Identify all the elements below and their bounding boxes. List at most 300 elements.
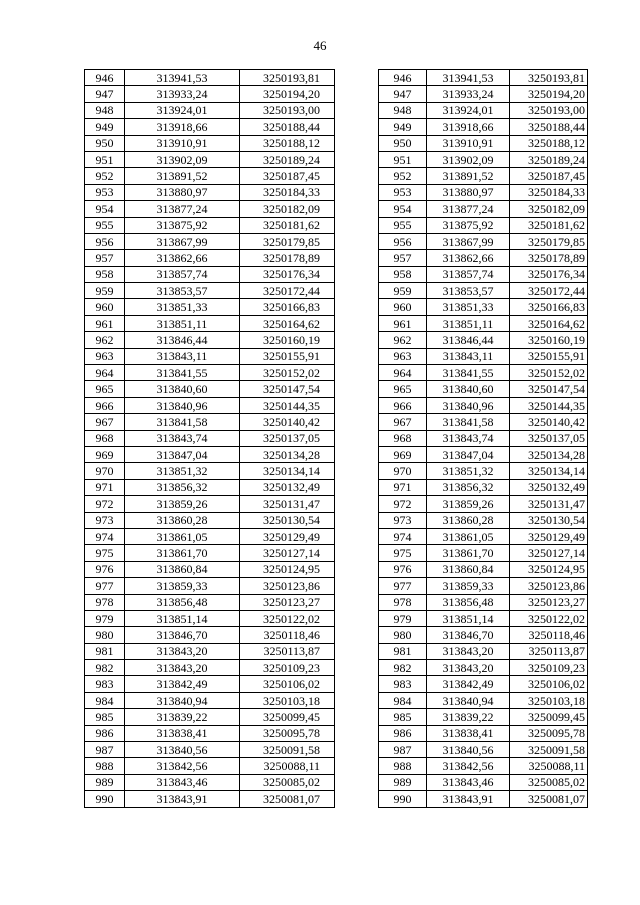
point-number: 990 — [379, 791, 427, 807]
point-number: 956 — [379, 233, 427, 249]
y-coordinate: 3250194,20 — [510, 86, 588, 102]
y-coordinate: 3250181,62 — [240, 217, 335, 233]
table-row — [379, 365, 588, 381]
point-number: 988 — [85, 758, 125, 774]
x-coordinate: 313846,44 — [427, 332, 510, 348]
y-coordinate: 3250134,14 — [240, 463, 335, 479]
point-number: 958 — [85, 266, 125, 282]
point-number: 972 — [85, 496, 125, 512]
y-coordinate: 3250091,58 — [240, 742, 335, 758]
table-row — [379, 496, 588, 512]
x-coordinate: 313843,74 — [427, 430, 510, 446]
x-coordinate: 313851,33 — [427, 299, 510, 315]
table-row — [379, 168, 588, 184]
x-coordinate: 313880,97 — [427, 184, 510, 200]
x-coordinate: 313851,11 — [427, 315, 510, 331]
x-coordinate: 313840,96 — [125, 397, 240, 413]
x-coordinate: 313843,46 — [125, 774, 240, 790]
coordinates-table-right — [378, 69, 588, 808]
y-coordinate: 3250144,35 — [510, 397, 588, 413]
point-number: 948 — [85, 102, 125, 118]
x-coordinate: 313841,55 — [125, 365, 240, 381]
point-number: 963 — [379, 348, 427, 364]
x-coordinate: 313843,20 — [125, 660, 240, 676]
point-number: 948 — [379, 102, 427, 118]
table-row — [85, 610, 335, 626]
y-coordinate: 3250118,46 — [510, 627, 588, 643]
table-row — [85, 512, 335, 528]
table-row — [379, 643, 588, 659]
x-coordinate: 313877,24 — [427, 201, 510, 217]
page-number: 46 — [313, 38, 327, 53]
y-coordinate: 3250129,49 — [240, 528, 335, 544]
table-row — [85, 545, 335, 561]
y-coordinate: 3250085,02 — [510, 774, 588, 790]
table-row — [85, 446, 335, 462]
x-coordinate: 313910,91 — [427, 135, 510, 151]
table-row — [85, 217, 335, 233]
x-coordinate: 313861,70 — [427, 545, 510, 561]
y-coordinate: 3250130,54 — [240, 512, 335, 528]
y-coordinate: 3250129,49 — [510, 528, 588, 544]
point-number: 973 — [85, 512, 125, 528]
x-coordinate: 313857,74 — [125, 266, 240, 282]
point-number: 954 — [379, 201, 427, 217]
y-coordinate: 3250188,12 — [240, 135, 335, 151]
table-row — [85, 86, 335, 102]
point-number: 952 — [85, 168, 125, 184]
y-coordinate: 3250176,34 — [240, 266, 335, 282]
x-coordinate: 313859,26 — [427, 496, 510, 512]
point-number: 959 — [379, 283, 427, 299]
y-coordinate: 3250147,54 — [240, 381, 335, 397]
point-number: 979 — [85, 610, 125, 626]
point-number: 953 — [379, 184, 427, 200]
table-row — [85, 332, 335, 348]
y-coordinate: 3250164,62 — [510, 315, 588, 331]
table-row — [85, 709, 335, 725]
y-coordinate: 3250178,89 — [510, 250, 588, 266]
x-coordinate: 313841,55 — [427, 365, 510, 381]
y-coordinate: 3250184,33 — [510, 184, 588, 200]
point-number: 950 — [85, 135, 125, 151]
x-coordinate: 313867,99 — [427, 233, 510, 249]
table-row — [85, 676, 335, 692]
point-number: 972 — [379, 496, 427, 512]
y-coordinate: 3250122,02 — [240, 610, 335, 626]
y-coordinate: 3250166,83 — [510, 299, 588, 315]
y-coordinate: 3250095,78 — [510, 725, 588, 741]
x-coordinate: 313910,91 — [125, 135, 240, 151]
table-row — [379, 528, 588, 544]
x-coordinate: 313859,33 — [125, 578, 240, 594]
x-coordinate: 313851,32 — [427, 463, 510, 479]
point-number: 976 — [85, 561, 125, 577]
table-row — [379, 332, 588, 348]
point-number: 986 — [379, 725, 427, 741]
table-row — [379, 217, 588, 233]
point-number: 954 — [85, 201, 125, 217]
y-coordinate: 3250091,58 — [510, 742, 588, 758]
y-coordinate: 3250155,91 — [510, 348, 588, 364]
x-coordinate: 313853,57 — [427, 283, 510, 299]
point-number: 965 — [379, 381, 427, 397]
point-number: 952 — [379, 168, 427, 184]
table-row — [379, 201, 588, 217]
x-coordinate: 313860,84 — [427, 561, 510, 577]
table-row — [85, 151, 335, 167]
point-number: 984 — [379, 692, 427, 708]
point-number: 957 — [85, 250, 125, 266]
point-number: 959 — [85, 283, 125, 299]
table-row — [379, 381, 588, 397]
x-coordinate: 313941,53 — [125, 70, 240, 86]
x-coordinate: 313843,20 — [427, 643, 510, 659]
table-row — [379, 151, 588, 167]
x-coordinate: 313840,94 — [427, 692, 510, 708]
y-coordinate: 3250184,33 — [240, 184, 335, 200]
x-coordinate: 313933,24 — [125, 86, 240, 102]
table-row — [85, 299, 335, 315]
y-coordinate: 3250160,19 — [240, 332, 335, 348]
table-row — [379, 463, 588, 479]
point-number: 966 — [379, 397, 427, 413]
y-coordinate: 3250109,23 — [510, 660, 588, 676]
table-row — [379, 135, 588, 151]
table-row — [379, 299, 588, 315]
y-coordinate: 3250182,09 — [510, 201, 588, 217]
y-coordinate: 3250166,83 — [240, 299, 335, 315]
table-row — [85, 348, 335, 364]
y-coordinate: 3250088,11 — [510, 758, 588, 774]
y-coordinate: 3250109,23 — [240, 660, 335, 676]
table-row — [85, 135, 335, 151]
y-coordinate: 3250147,54 — [510, 381, 588, 397]
table-row — [379, 725, 588, 741]
x-coordinate: 313843,46 — [427, 774, 510, 790]
x-coordinate: 313846,70 — [125, 627, 240, 643]
table-row — [85, 528, 335, 544]
y-coordinate: 3250164,62 — [240, 315, 335, 331]
table-row — [85, 660, 335, 676]
x-coordinate: 313840,60 — [427, 381, 510, 397]
point-number: 961 — [379, 315, 427, 331]
point-number: 980 — [85, 627, 125, 643]
table-row — [85, 397, 335, 413]
table-row — [85, 233, 335, 249]
x-coordinate: 313851,14 — [125, 610, 240, 626]
y-coordinate: 3250152,02 — [240, 365, 335, 381]
point-number: 982 — [379, 660, 427, 676]
y-coordinate: 3250106,02 — [510, 676, 588, 692]
y-coordinate: 3250123,27 — [510, 594, 588, 610]
y-coordinate: 3250178,89 — [240, 250, 335, 266]
y-coordinate: 3250172,44 — [240, 283, 335, 299]
x-coordinate: 313843,91 — [427, 791, 510, 807]
y-coordinate: 3250188,44 — [240, 119, 335, 135]
point-number: 967 — [85, 414, 125, 430]
point-number: 946 — [85, 70, 125, 86]
point-number: 946 — [379, 70, 427, 86]
table-row — [85, 168, 335, 184]
x-coordinate: 313891,52 — [427, 168, 510, 184]
table-row — [85, 283, 335, 299]
table-row — [379, 233, 588, 249]
table-row — [85, 742, 335, 758]
x-coordinate: 313862,66 — [125, 250, 240, 266]
point-number: 961 — [85, 315, 125, 331]
table-row — [379, 479, 588, 495]
table-row — [379, 692, 588, 708]
point-number: 985 — [379, 709, 427, 725]
y-coordinate: 3250118,46 — [240, 627, 335, 643]
table-row — [379, 578, 588, 594]
x-coordinate: 313839,22 — [427, 709, 510, 725]
y-coordinate: 3250134,28 — [510, 446, 588, 462]
point-number: 969 — [379, 446, 427, 462]
point-number: 974 — [379, 528, 427, 544]
point-number: 950 — [379, 135, 427, 151]
y-coordinate: 3250099,45 — [240, 709, 335, 725]
point-number: 970 — [379, 463, 427, 479]
x-coordinate: 313851,11 — [125, 315, 240, 331]
table-row — [85, 365, 335, 381]
point-number: 973 — [379, 512, 427, 528]
y-coordinate: 3250182,09 — [240, 201, 335, 217]
table-row — [85, 496, 335, 512]
point-number: 978 — [379, 594, 427, 610]
y-coordinate: 3250140,42 — [510, 414, 588, 430]
x-coordinate: 313924,01 — [125, 102, 240, 118]
point-number: 964 — [85, 365, 125, 381]
x-coordinate: 313867,99 — [125, 233, 240, 249]
y-coordinate: 3250132,49 — [240, 479, 335, 495]
x-coordinate: 313856,48 — [427, 594, 510, 610]
y-coordinate: 3250113,87 — [240, 643, 335, 659]
table-row — [85, 627, 335, 643]
x-coordinate: 313859,33 — [427, 578, 510, 594]
y-coordinate: 3250172,44 — [510, 283, 588, 299]
y-coordinate: 3250137,05 — [240, 430, 335, 446]
y-coordinate: 3250095,78 — [240, 725, 335, 741]
point-number: 987 — [85, 742, 125, 758]
point-number: 949 — [85, 119, 125, 135]
table-row — [85, 774, 335, 790]
point-number: 963 — [85, 348, 125, 364]
table-row — [379, 545, 588, 561]
x-coordinate: 313861,05 — [125, 528, 240, 544]
point-number: 956 — [85, 233, 125, 249]
table-row — [85, 561, 335, 577]
x-coordinate: 313860,28 — [427, 512, 510, 528]
point-number: 987 — [379, 742, 427, 758]
table-row — [85, 70, 335, 86]
table-row — [85, 758, 335, 774]
x-coordinate: 313857,74 — [427, 266, 510, 282]
y-coordinate: 3250193,00 — [510, 102, 588, 118]
x-coordinate: 313840,56 — [427, 742, 510, 758]
point-number: 990 — [85, 791, 125, 807]
x-coordinate: 313843,20 — [427, 660, 510, 676]
x-coordinate: 313860,84 — [125, 561, 240, 577]
point-number: 951 — [85, 151, 125, 167]
table-row — [379, 742, 588, 758]
table-row — [379, 594, 588, 610]
x-coordinate: 313862,66 — [427, 250, 510, 266]
point-number: 951 — [379, 151, 427, 167]
point-number: 955 — [85, 217, 125, 233]
table-row — [379, 627, 588, 643]
table-row — [379, 397, 588, 413]
table-row — [379, 266, 588, 282]
y-coordinate: 3250189,24 — [240, 151, 335, 167]
x-coordinate: 313880,97 — [125, 184, 240, 200]
x-coordinate: 313941,53 — [427, 70, 510, 86]
y-coordinate: 3250189,24 — [510, 151, 588, 167]
x-coordinate: 313853,57 — [125, 283, 240, 299]
point-number: 985 — [85, 709, 125, 725]
point-number: 969 — [85, 446, 125, 462]
y-coordinate: 3250124,95 — [240, 561, 335, 577]
table-row — [85, 201, 335, 217]
point-number: 975 — [85, 545, 125, 561]
x-coordinate: 313846,44 — [125, 332, 240, 348]
table-row — [379, 446, 588, 462]
y-coordinate: 3250194,20 — [240, 86, 335, 102]
point-number: 968 — [379, 430, 427, 446]
y-coordinate: 3250140,42 — [240, 414, 335, 430]
y-coordinate: 3250106,02 — [240, 676, 335, 692]
table-row — [379, 315, 588, 331]
point-number: 981 — [379, 643, 427, 659]
x-coordinate: 313840,56 — [125, 742, 240, 758]
x-coordinate: 313839,22 — [125, 709, 240, 725]
x-coordinate: 313856,32 — [427, 479, 510, 495]
y-coordinate: 3250144,35 — [240, 397, 335, 413]
point-number: 986 — [85, 725, 125, 741]
x-coordinate: 313856,48 — [125, 594, 240, 610]
y-coordinate: 3250103,18 — [510, 692, 588, 708]
table-row — [379, 86, 588, 102]
y-coordinate: 3250188,44 — [510, 119, 588, 135]
y-coordinate: 3250131,47 — [510, 496, 588, 512]
x-coordinate: 313843,91 — [125, 791, 240, 807]
point-number: 960 — [85, 299, 125, 315]
x-coordinate: 313918,66 — [427, 119, 510, 135]
y-coordinate: 3250127,14 — [240, 545, 335, 561]
y-coordinate: 3250103,18 — [240, 692, 335, 708]
y-coordinate: 3250130,54 — [510, 512, 588, 528]
table-row — [85, 430, 335, 446]
y-coordinate: 3250131,47 — [240, 496, 335, 512]
y-coordinate: 3250137,05 — [510, 430, 588, 446]
y-coordinate: 3250123,86 — [240, 578, 335, 594]
table-row — [379, 774, 588, 790]
table-row — [379, 430, 588, 446]
table-row — [85, 414, 335, 430]
point-number: 947 — [85, 86, 125, 102]
y-coordinate: 3250155,91 — [240, 348, 335, 364]
x-coordinate: 313918,66 — [125, 119, 240, 135]
y-coordinate: 3250193,00 — [240, 102, 335, 118]
point-number: 970 — [85, 463, 125, 479]
x-coordinate: 313859,26 — [125, 496, 240, 512]
y-coordinate: 3250113,87 — [510, 643, 588, 659]
point-number: 989 — [85, 774, 125, 790]
point-number: 971 — [379, 479, 427, 495]
table-row — [379, 660, 588, 676]
point-number: 962 — [379, 332, 427, 348]
point-number: 955 — [379, 217, 427, 233]
point-number: 981 — [85, 643, 125, 659]
point-number: 975 — [379, 545, 427, 561]
table-row — [379, 512, 588, 528]
table-row — [379, 184, 588, 200]
point-number: 953 — [85, 184, 125, 200]
table-row — [85, 479, 335, 495]
x-coordinate: 313847,04 — [125, 446, 240, 462]
table-row — [379, 250, 588, 266]
x-coordinate: 313851,32 — [125, 463, 240, 479]
point-number: 967 — [379, 414, 427, 430]
table-row — [379, 283, 588, 299]
x-coordinate: 313924,01 — [427, 102, 510, 118]
x-coordinate: 313842,56 — [125, 758, 240, 774]
table-row — [379, 70, 588, 86]
x-coordinate: 313842,49 — [427, 676, 510, 692]
x-coordinate: 313875,92 — [125, 217, 240, 233]
point-number: 947 — [379, 86, 427, 102]
point-number: 980 — [379, 627, 427, 643]
x-coordinate: 313838,41 — [427, 725, 510, 741]
y-coordinate: 3250127,14 — [510, 545, 588, 561]
table-row — [85, 578, 335, 594]
x-coordinate: 313861,05 — [427, 528, 510, 544]
point-number: 977 — [379, 578, 427, 594]
table-row — [85, 643, 335, 659]
x-coordinate: 313840,94 — [125, 692, 240, 708]
point-number: 988 — [379, 758, 427, 774]
point-number: 982 — [85, 660, 125, 676]
table-row — [379, 561, 588, 577]
x-coordinate: 313875,92 — [427, 217, 510, 233]
table-row — [379, 709, 588, 725]
point-number: 979 — [379, 610, 427, 626]
table-row — [85, 184, 335, 200]
x-coordinate: 313843,20 — [125, 643, 240, 659]
y-coordinate: 3250179,85 — [240, 233, 335, 249]
y-coordinate: 3250081,07 — [240, 791, 335, 807]
point-number: 983 — [379, 676, 427, 692]
table-row — [85, 791, 335, 807]
x-coordinate: 313842,49 — [125, 676, 240, 692]
table-row — [85, 381, 335, 397]
table-row — [85, 102, 335, 118]
x-coordinate: 313843,74 — [125, 430, 240, 446]
x-coordinate: 313902,09 — [427, 151, 510, 167]
x-coordinate: 313840,96 — [427, 397, 510, 413]
y-coordinate: 3250134,28 — [240, 446, 335, 462]
x-coordinate: 313841,58 — [125, 414, 240, 430]
y-coordinate: 3250123,86 — [510, 578, 588, 594]
x-coordinate: 313843,11 — [427, 348, 510, 364]
x-coordinate: 313877,24 — [125, 201, 240, 217]
point-number: 957 — [379, 250, 427, 266]
x-coordinate: 313933,24 — [427, 86, 510, 102]
table-row — [85, 692, 335, 708]
y-coordinate: 3250187,45 — [510, 168, 588, 184]
y-coordinate: 3250179,85 — [510, 233, 588, 249]
